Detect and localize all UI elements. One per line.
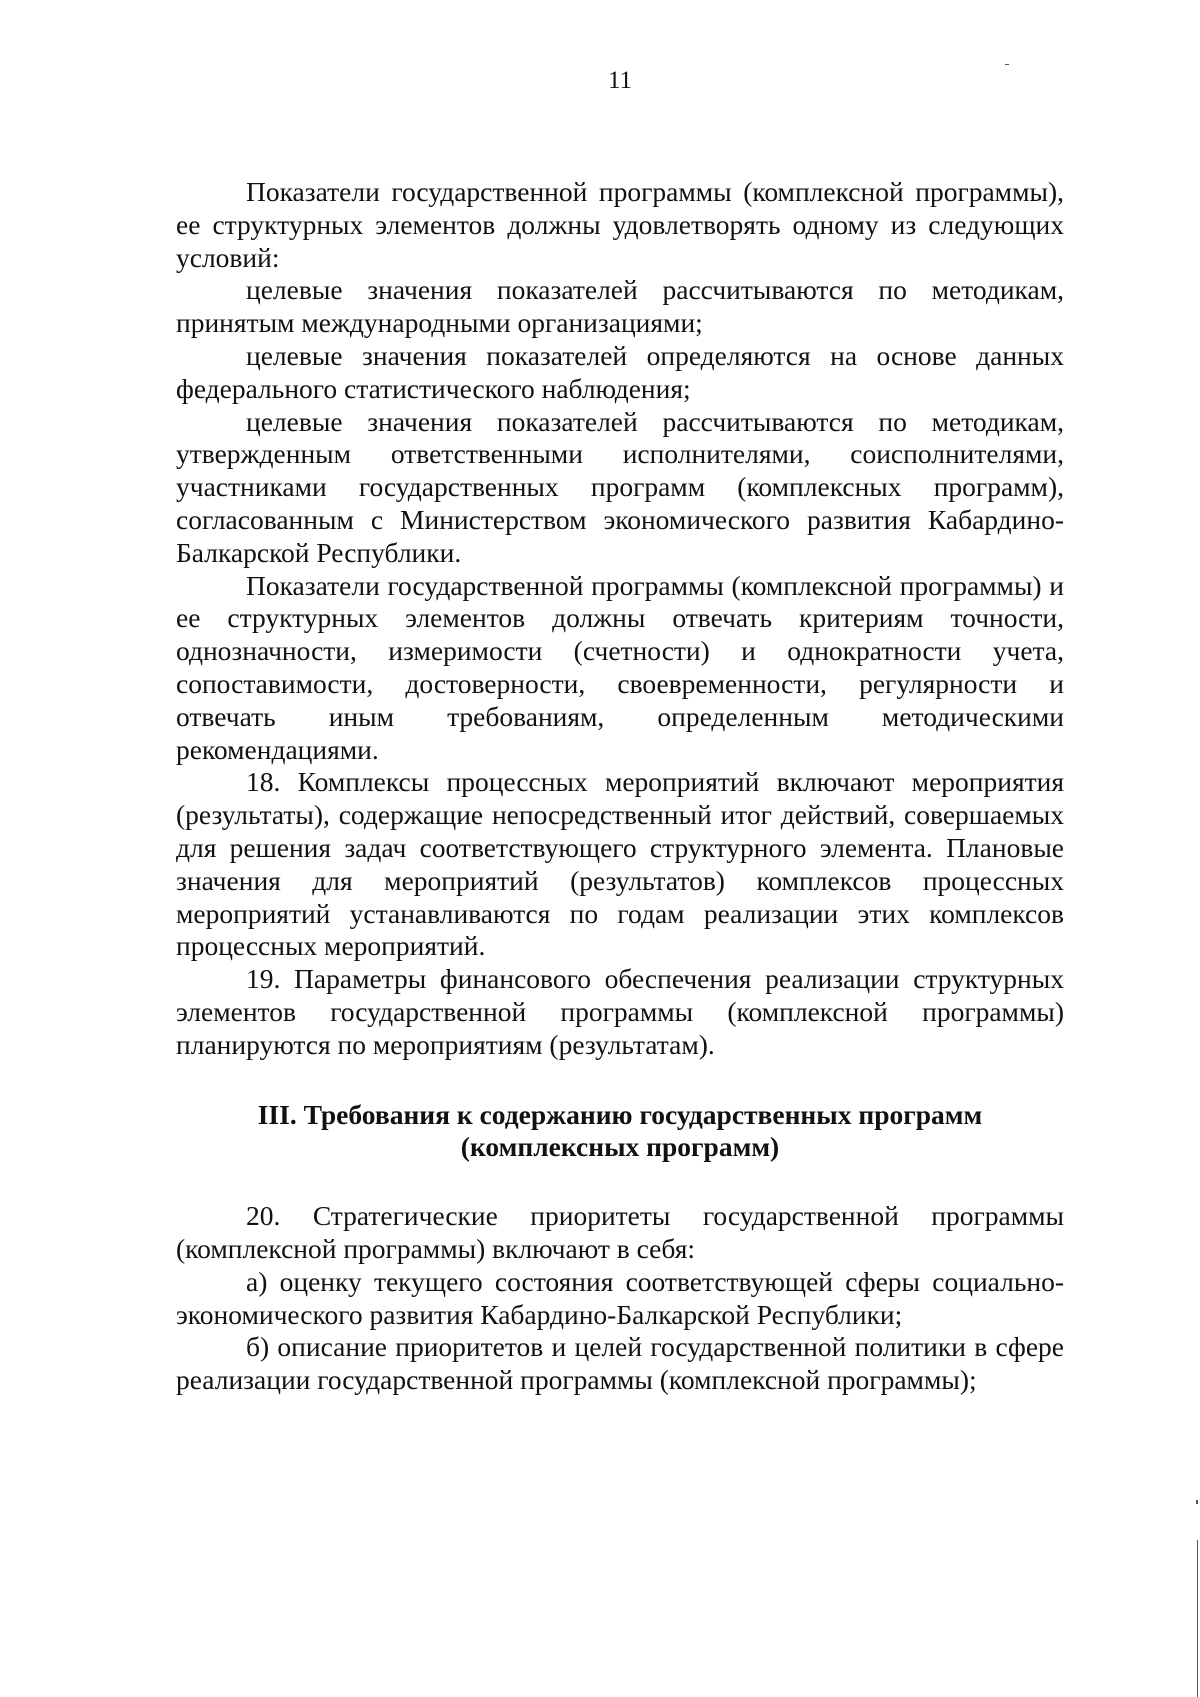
paragraph-item-20-a: а) оценку текущего состояния соответствующей сферы социально-экономического развития Кабардино-Балкарской Республики; <box>176 1265 1064 1330</box>
section-heading <box>176 1099 1064 1165</box>
paragraph-indicators-conditions: Показатели государственной программы (комплексной программы), ее структурных элементов должны удовлетворять одному из следующих условий: <box>176 176 1064 273</box>
section-heading-line-2: (комплексных программ) <box>460 1131 780 1163</box>
scan-artifact-dot <box>1005 64 1009 65</box>
paragraph-federal-statistics: целевые значения показателей определяются на основе данных федерального статистического наблюдения; <box>176 339 1064 404</box>
paragraph-item-19: 19. Параметры финансового обеспечения реализации структурных элементов государственной программы (комплексной программы) планируются по мероприятиям (результатам). <box>176 963 1064 1060</box>
scan-artifact-dot <box>1196 1500 1198 1504</box>
paragraph-approved-methods: целевые значения показателей рассчитываются по методикам, утвержденным ответственными исполнителями, соисполнителями, участниками государственных программ (комплексных программ), согласованным с Министерством экономического развития Кабардино-Балкарской Республики. <box>176 405 1064 568</box>
paragraph-item-20-b: б) описание приоритетов и целей государственной политики в сфере реализации государственной программы (комплексной программы); <box>176 1331 1064 1396</box>
paragraph-international-methods: целевые значения показателей рассчитываются по методикам, принятым международными организациями; <box>176 274 1064 339</box>
paragraph-item-20: 20. Стратегические приоритеты государственной программы (комплексной программы) включают в себя: <box>176 1200 1064 1264</box>
scan-artifact-line <box>1197 1540 1198 1697</box>
document-body <box>176 176 1064 1397</box>
page-number: 11 <box>607 67 633 94</box>
section-heading-line-1: III. Требования к содержанию государственных программ <box>257 1098 983 1130</box>
paragraph-indicator-criteria: Показатели государственной программы (комплексной программы) и ее структурных элементов должны отвечать критериям точности, однозначности, измеримости (счетности) и однократности учета, сопоставимости, достоверности, своевременности, регулярности и отвечать иным требованиям, определенным методическими рекомендациями. <box>176 569 1064 765</box>
paragraph-item-18: 18. Комплексы процессных мероприятий включают мероприятия (результаты), содержащие непосредственный итог действий, совершаемых для решения задач соответствующего структурного элемента. Плановые значения для мероприятий (результатов) комплексов процессных мероприятий устанавливаются по годам реализации этих комплексов процессных мероприятий. <box>176 766 1064 962</box>
